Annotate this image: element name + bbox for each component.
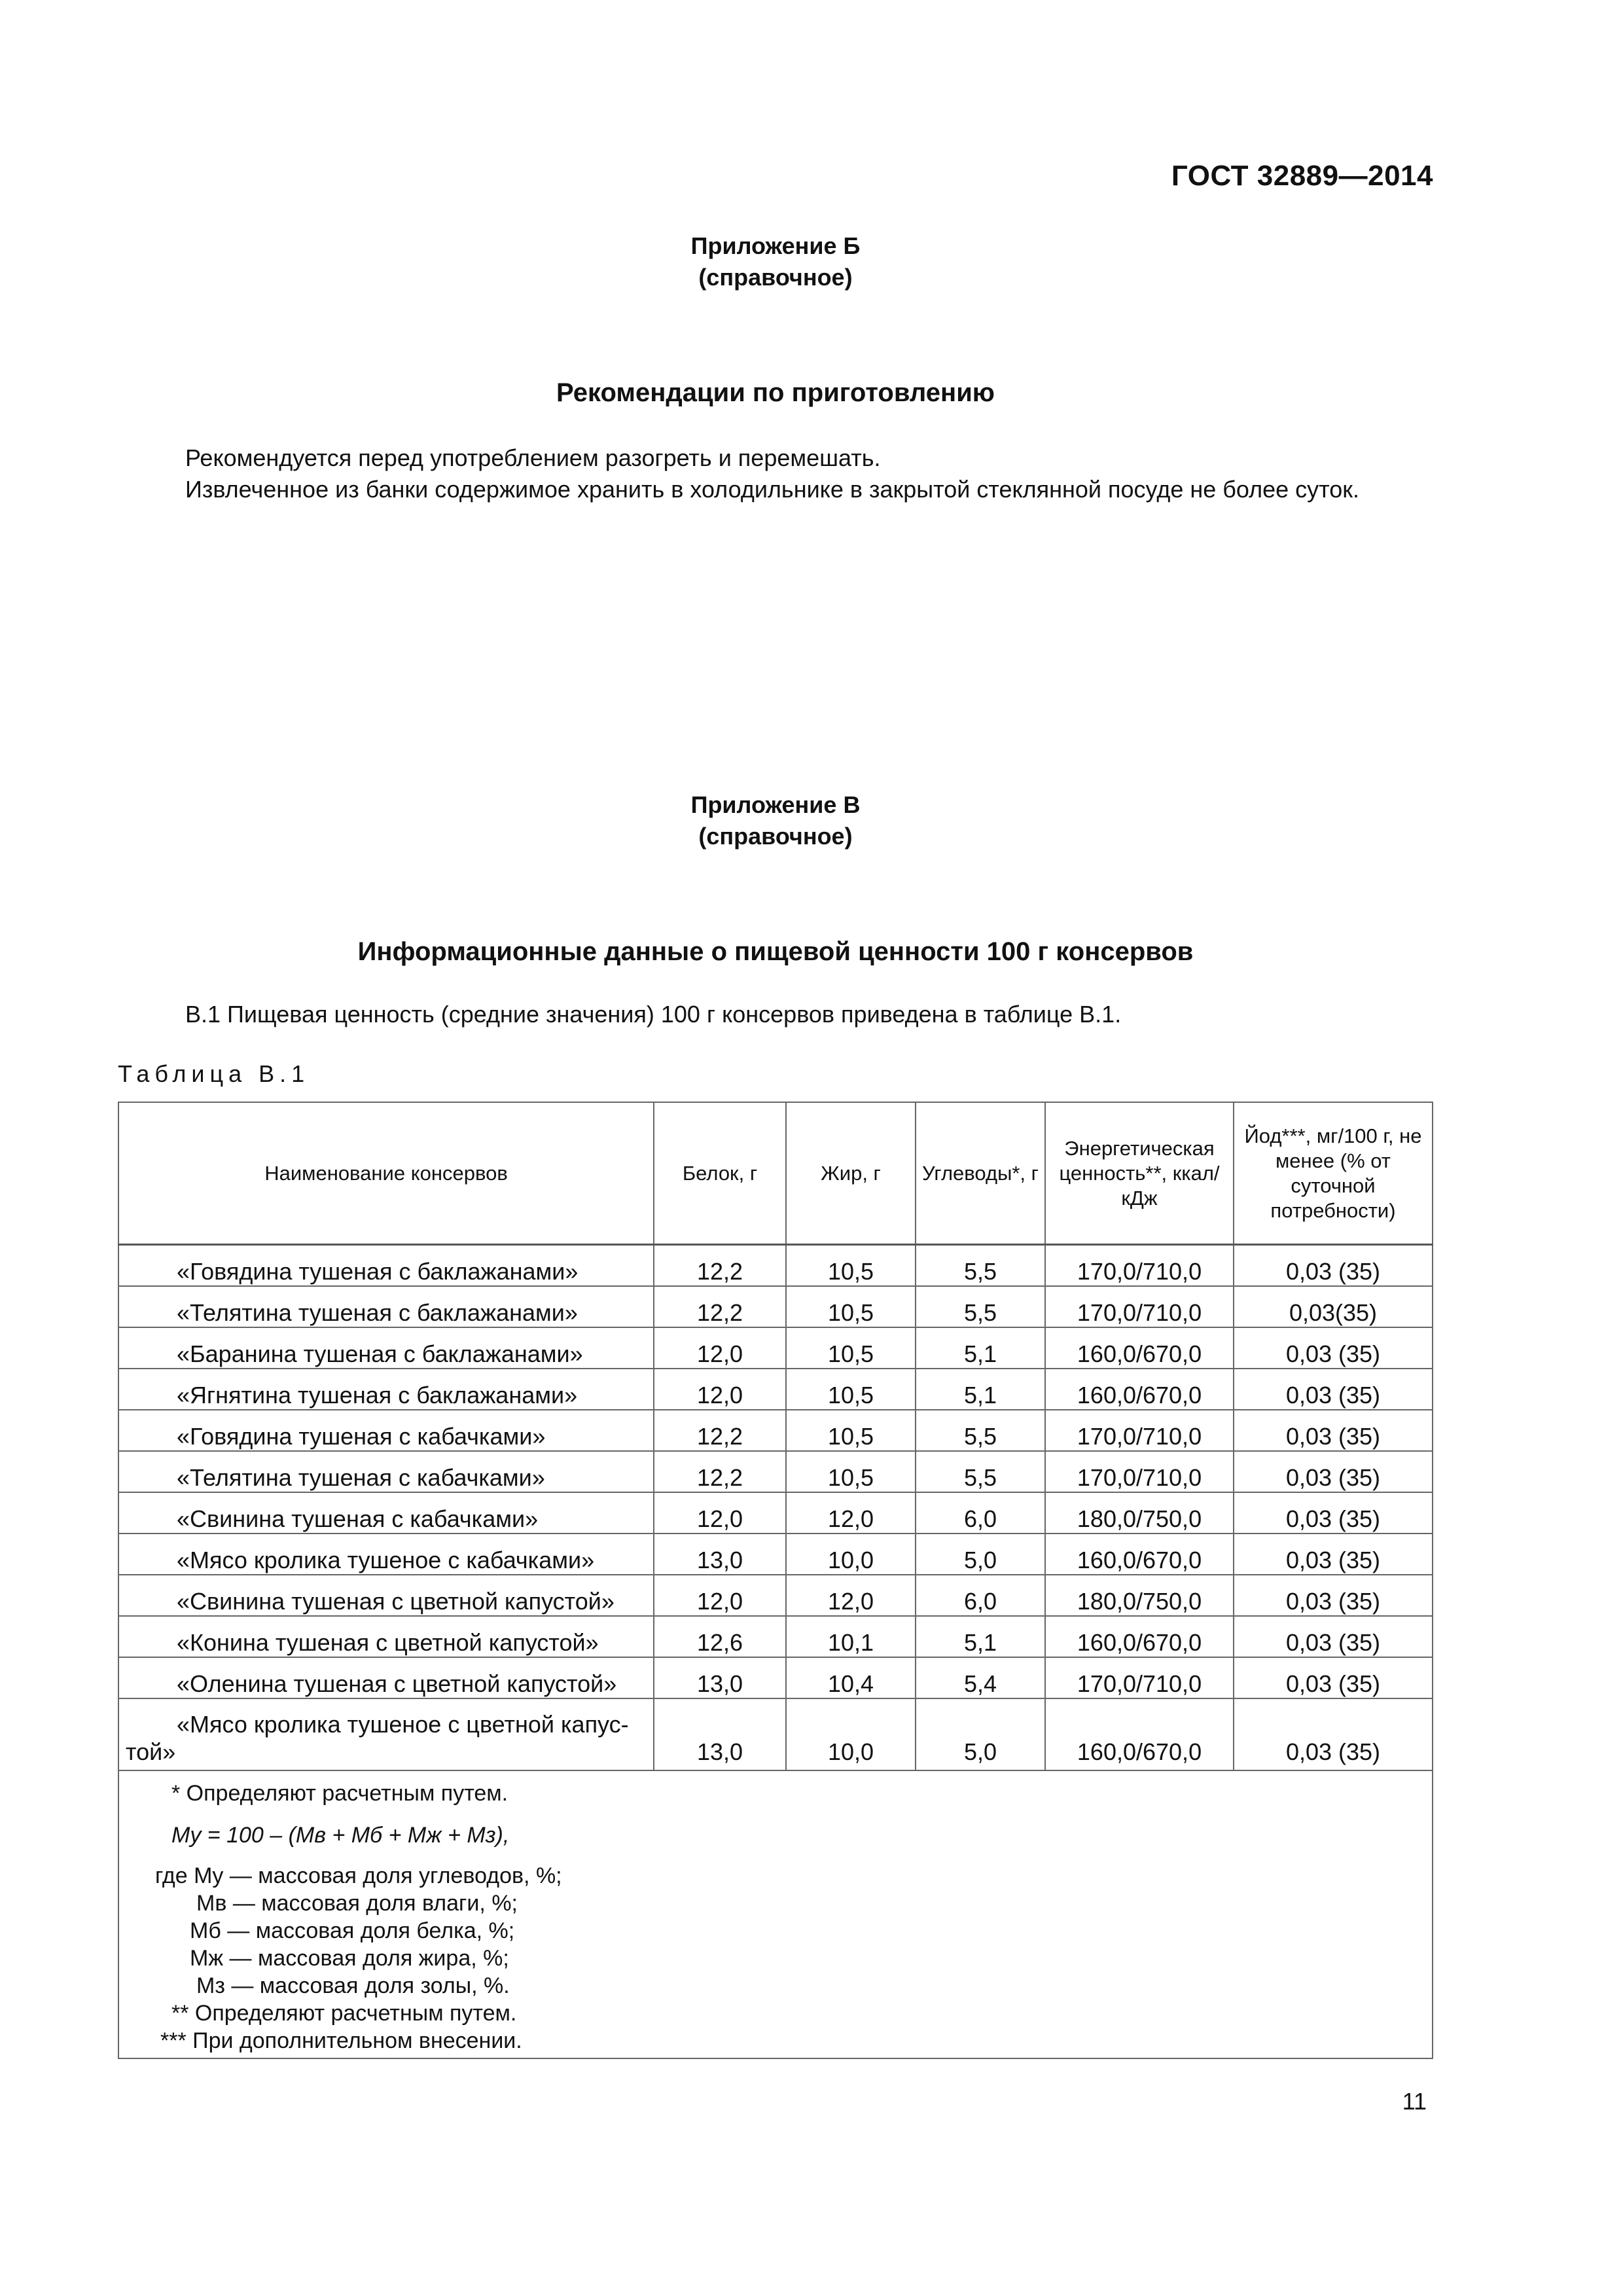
- cell-carbs: 5,1: [916, 1616, 1045, 1657]
- col-header-carbs: Углеводы*, г: [916, 1102, 1045, 1245]
- cell-protein: 13,0: [654, 1657, 786, 1698]
- cell-carbs: 5,0: [916, 1698, 1045, 1770]
- note-formula: My = 100 – (Mв + Mб + Mж + Mз),: [171, 1823, 510, 1848]
- cell-energy: 170,0/710,0: [1045, 1451, 1234, 1492]
- cell-iodine: 0,03 (35): [1234, 1327, 1433, 1369]
- col-header-iodine: Йод***, мг/100 г, не менее (% от суточной потребности): [1234, 1102, 1433, 1245]
- appendix-v-status: (справочное): [698, 823, 853, 850]
- note-where-5: Mз — массовая доля золы, %.: [196, 1973, 510, 1998]
- cell-protein: 12,0: [654, 1327, 786, 1369]
- cell-iodine: 0,03 (35): [1234, 1657, 1433, 1698]
- table-row: [118, 1616, 1433, 1657]
- table-caption: Таблица В.1: [118, 1060, 310, 1087]
- cell-fat: 10,5: [786, 1369, 916, 1410]
- cell-carbs: 5,5: [916, 1410, 1045, 1451]
- cell-fat: 10,5: [786, 1410, 916, 1451]
- cell-name: «Свинина тушеная с цветной капустой»: [118, 1575, 654, 1616]
- cell-energy: 180,0/750,0: [1045, 1492, 1234, 1534]
- note-where-3: Mб — массовая доля белка, %;: [190, 1918, 515, 1943]
- cell-name: «Баранина тушеная с баклажанами»: [118, 1327, 654, 1369]
- cell-protein: 13,0: [654, 1698, 786, 1770]
- cell-carbs: 5,5: [916, 1245, 1045, 1287]
- cell-protein: 13,0: [654, 1534, 786, 1575]
- cell-carbs: 6,0: [916, 1492, 1045, 1534]
- cell-energy: 160,0/670,0: [1045, 1698, 1234, 1770]
- cell-protein: 12,2: [654, 1410, 786, 1451]
- cell-carbs: 5,0: [916, 1534, 1045, 1575]
- cell-name: «Ягнятина тушеная с баклажанами»: [118, 1369, 654, 1410]
- table-row: [118, 1327, 1433, 1369]
- cell-iodine: 0,03(35): [1234, 1286, 1433, 1327]
- cell-energy: 170,0/710,0: [1045, 1657, 1234, 1698]
- cell-name: «Телятина тушеная с баклажанами»: [118, 1286, 654, 1327]
- cell-fat: 12,0: [786, 1575, 916, 1616]
- cell-carbs: 6,0: [916, 1575, 1045, 1616]
- table-row: [118, 1657, 1433, 1698]
- cell-protein: 12,2: [654, 1451, 786, 1492]
- appendix-b-section-title: Рекомендации по приготовлению: [556, 378, 995, 407]
- cell-iodine: 0,03 (35): [1234, 1451, 1433, 1492]
- cell-fat: 10,5: [786, 1245, 916, 1287]
- cell-name: «Свинина тушеная с кабачками»: [118, 1492, 654, 1534]
- cell-iodine: 0,03 (35): [1234, 1534, 1433, 1575]
- table-row: [118, 1369, 1433, 1410]
- note-where-4: Mж — массовая доля жира, %;: [190, 1946, 509, 1971]
- cell-name: [118, 1698, 654, 1770]
- table-row: [118, 1534, 1433, 1575]
- cell-name: «Конина тушеная с цветной капустой»: [118, 1616, 654, 1657]
- note-where-2: Mв — массовая доля влаги, %;: [196, 1891, 518, 1916]
- appendix-b-status: (справочное): [698, 264, 853, 291]
- cell-name: «Говядина тушеная с баклажанами»: [118, 1245, 654, 1287]
- appendix-b-text: [185, 442, 1359, 505]
- table-notes-row: [118, 1770, 1433, 2058]
- cell-carbs: 5,1: [916, 1327, 1045, 1369]
- cell-fat: 12,0: [786, 1492, 916, 1534]
- table-header-row: [118, 1102, 1433, 1245]
- cell-iodine: 0,03 (35): [1234, 1492, 1433, 1534]
- page-number: 11: [1402, 2088, 1427, 2115]
- cell-protein: 12,0: [654, 1369, 786, 1410]
- table-row: [118, 1492, 1433, 1534]
- appendix-b-heading: [0, 230, 1551, 293]
- cell-carbs: 5,5: [916, 1286, 1045, 1327]
- cell-name: «Говядина тушеная с кабачками»: [118, 1410, 654, 1451]
- appendix-v-intro: В.1 Пищевая ценность (средние значения) 100 г консервов приведена в таблице В.1.: [185, 1001, 1122, 1028]
- note-1: * Определяют расчетным путем.: [171, 1781, 508, 1806]
- cell-name: «Телятина тушеная с кабачками»: [118, 1451, 654, 1492]
- table-row: [118, 1451, 1433, 1492]
- table-row: [118, 1698, 1433, 1770]
- cell-energy: 170,0/710,0: [1045, 1410, 1234, 1451]
- cell-name-line-1: «Мясо кролика тушеное с цветной капус-: [177, 1711, 629, 1738]
- cell-energy: 160,0/670,0: [1045, 1327, 1234, 1369]
- cell-iodine: 0,03 (35): [1234, 1616, 1433, 1657]
- cell-energy: 160,0/670,0: [1045, 1369, 1234, 1410]
- document-code: ГОСТ 32889—2014: [1171, 160, 1433, 192]
- cell-energy: 170,0/710,0: [1045, 1245, 1234, 1287]
- cell-name: «Оленина тушеная с цветной капустой»: [118, 1657, 654, 1698]
- cell-protein: 12,0: [654, 1492, 786, 1534]
- note-3: *** При дополнительном внесении.: [160, 2028, 522, 2053]
- table-row: [118, 1245, 1433, 1287]
- cell-iodine: 0,03 (35): [1234, 1369, 1433, 1410]
- table-notes: [118, 1770, 1433, 2058]
- cell-carbs: 5,1: [916, 1369, 1045, 1410]
- nutrition-table: [118, 1102, 1433, 2059]
- cell-energy: 160,0/670,0: [1045, 1616, 1234, 1657]
- cell-carbs: 5,5: [916, 1451, 1045, 1492]
- cell-protein: 12,2: [654, 1245, 786, 1287]
- cell-iodine: 0,03 (35): [1234, 1245, 1433, 1287]
- cell-fat: 10,5: [786, 1451, 916, 1492]
- appendix-b-title: Приложение Б: [690, 232, 861, 259]
- appendix-v-heading: [0, 789, 1551, 852]
- cell-energy: 180,0/750,0: [1045, 1575, 1234, 1616]
- table-row: [118, 1410, 1433, 1451]
- col-header-name: Наименование консервов: [118, 1102, 654, 1245]
- col-header-energy: Энергетическая ценность**, ккал/кДж: [1045, 1102, 1234, 1245]
- cell-fat: 10,5: [786, 1327, 916, 1369]
- cell-protein: 12,6: [654, 1616, 786, 1657]
- table-row: [118, 1575, 1433, 1616]
- appendix-b-line-1: Рекомендуется перед употреблением разогреть и перемешать.: [185, 444, 881, 471]
- note-2: ** Определяют расчетным путем.: [171, 2001, 517, 2026]
- cell-fat: 10,1: [786, 1616, 916, 1657]
- cell-iodine: 0,03 (35): [1234, 1575, 1433, 1616]
- cell-fat: 10,0: [786, 1534, 916, 1575]
- note-where-1: где My — массовая доля углеводов, %;: [155, 1863, 562, 1888]
- appendix-v-title: Приложение В: [690, 791, 861, 818]
- col-header-protein: Белок, г: [654, 1102, 786, 1245]
- cell-fat: 10,4: [786, 1657, 916, 1698]
- appendix-b-line-2: Извлеченное из банки содержимое хранить в холодильнике в закрытой стеклянной посуде не более суток.: [185, 476, 1360, 503]
- cell-protein: 12,0: [654, 1575, 786, 1616]
- col-header-fat: Жир, г: [786, 1102, 916, 1245]
- cell-carbs: 5,4: [916, 1657, 1045, 1698]
- cell-energy: 160,0/670,0: [1045, 1534, 1234, 1575]
- cell-iodine: 0,03 (35): [1234, 1698, 1433, 1770]
- cell-name-line-2: той»: [126, 1738, 176, 1765]
- cell-fat: 10,0: [786, 1698, 916, 1770]
- appendix-v-section-title: Информационные данные о пищевой ценности 100 г консервов: [357, 937, 1194, 966]
- cell-protein: 12,2: [654, 1286, 786, 1327]
- cell-iodine: 0,03 (35): [1234, 1410, 1433, 1451]
- cell-fat: 10,5: [786, 1286, 916, 1327]
- cell-energy: 170,0/710,0: [1045, 1286, 1234, 1327]
- table-row: [118, 1286, 1433, 1327]
- cell-name: «Мясо кролика тушеное с кабачками»: [118, 1534, 654, 1575]
